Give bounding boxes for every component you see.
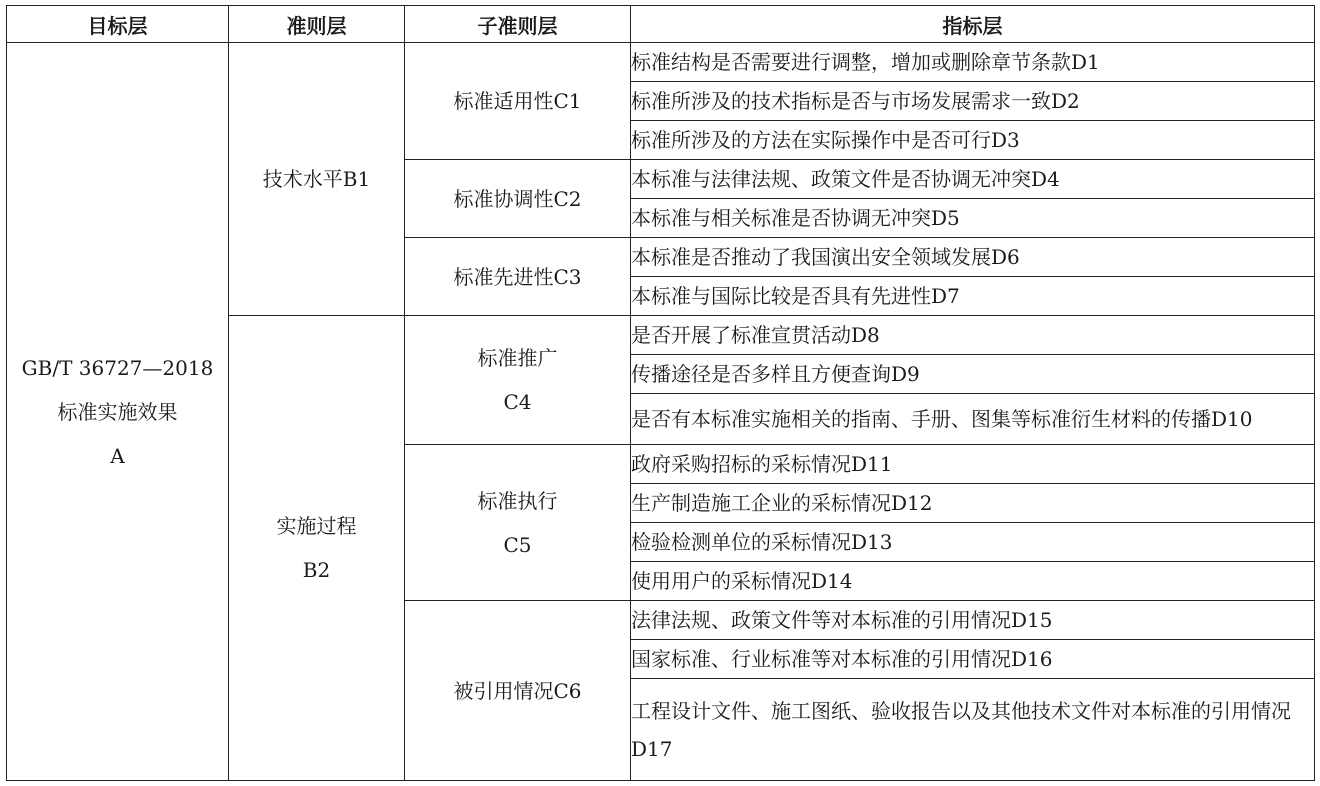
indicator-cell-d3: 标准所涉及的方法在实际操作中是否可行D3 (631, 121, 1315, 160)
header-subcriteria-layer: 子准则层 (405, 6, 631, 43)
subcriteria-label: 标准适用性C1 (453, 89, 582, 113)
subcriteria-label: 被引用情况C6 (453, 678, 582, 703)
subcriteria-cell-c2 (405, 160, 631, 238)
indicator-cell-d14: 使用用户的采标情况D14 (631, 562, 1315, 601)
subcriteria-cell-c4 (405, 316, 631, 445)
evaluation-index-table (6, 5, 1315, 781)
indicator-cell-d11: 政府采购招标的采标情况D11 (631, 445, 1315, 484)
criteria-label: 实施过程 (276, 514, 357, 538)
indicator-cell-d4: 本标准与法律法规、政策文件是否协调无冲突D4 (631, 160, 1315, 199)
indicator-cell-d2: 标准所涉及的技术指标是否与市场发展需求一致D2 (631, 82, 1315, 121)
indicator-cell-d1: 标准结构是否需要进行调整，增加或删除章节条款D1 (631, 43, 1315, 82)
subcriteria-cell-c3 (405, 238, 631, 316)
criteria-label: B2 (302, 558, 331, 582)
subcriteria-label: 标准执行 (477, 488, 558, 513)
subcriteria-cell-c6 (405, 601, 631, 781)
indicator-cell-d8: 是否开展了标准宣贯活动D8 (631, 316, 1315, 355)
indicator-cell-d12: 生产制造施工企业的采标情况D12 (631, 484, 1315, 523)
criteria-cell-b2 (229, 316, 405, 781)
subcriteria-label: 标准先进性C3 (453, 264, 582, 289)
indicator-cell-d7: 本标准与国际比较是否具有先进性D7 (631, 277, 1315, 316)
subcriteria-cell-c1 (405, 43, 631, 160)
subcriteria-label: 标准协调性C2 (453, 186, 582, 211)
indicator-cell-d10: 是否有本标准实施相关的指南、手册、图集等标准衍生材料的传播D10 (631, 394, 1315, 445)
header-indicator-layer: 指标层 (631, 6, 1315, 43)
indicator-cell-d5: 本标准与相关标准是否协调无冲突D5 (631, 199, 1315, 238)
indicator-cell-d9: 传播途径是否多样且方便查询D9 (631, 355, 1315, 394)
indicator-cell-d15: 法律法规、政策文件等对本标准的引用情况D15 (631, 601, 1315, 640)
header-target-layer: 目标层 (7, 6, 229, 43)
indicator-cell-d13: 检验检测单位的采标情况D13 (631, 523, 1315, 562)
evaluation-index-table-container (6, 5, 1314, 781)
indicator-cell-d6: 本标准是否推动了我国演出安全领域发展D6 (631, 238, 1315, 277)
table-row (7, 43, 1315, 82)
target-cell (7, 43, 229, 781)
indicator-cell-d16: 国家标准、行业标准等对本标准的引用情况D16 (631, 640, 1315, 679)
target-line: GB/T 36727—2018 (21, 355, 214, 380)
subcriteria-label: 标准推广 (477, 346, 558, 371)
target-line: A (110, 443, 125, 468)
target-line: 标准实施效果 (57, 399, 178, 424)
header-row (7, 6, 1315, 43)
subcriteria-label: C4 (503, 390, 532, 415)
criteria-label: 技术水平B1 (262, 167, 371, 191)
header-criteria-layer: 准则层 (229, 6, 405, 43)
indicator-cell-d17: 工程设计文件、施工图纸、验收报告以及其他技术文件对本标准的引用情况D17 (631, 679, 1315, 781)
subcriteria-label: C5 (503, 532, 532, 557)
subcriteria-cell-c5 (405, 445, 631, 601)
criteria-cell-b1 (229, 43, 405, 316)
